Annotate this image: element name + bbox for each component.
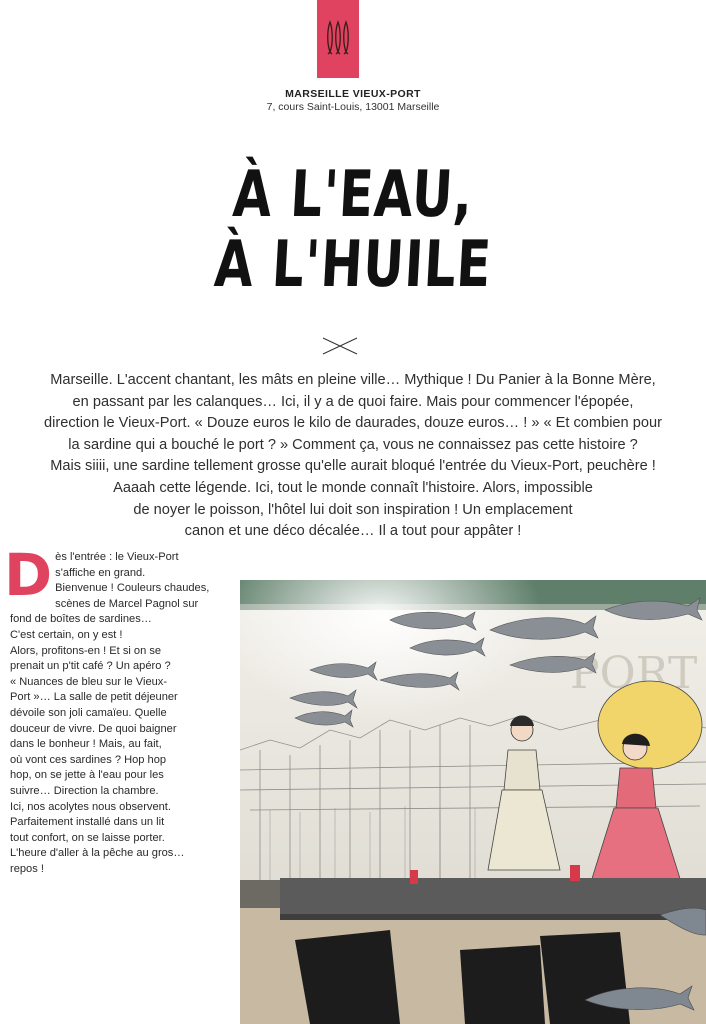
article-title [0, 160, 706, 300]
intro-line: Mais siiii, une sardine tellement grosse qu'elle aurait bloqué l'entrée du Vieux-Port, peuchère ! [50, 458, 656, 475]
sardine-logo-icon [325, 18, 351, 58]
intro-paragraph [24, 370, 682, 543]
venue-name: MARSEILLE VIEUX-PORT [285, 88, 421, 100]
venue-address: 7, cours Saint-Louis, 13001 Marseille [266, 101, 440, 113]
intro-line: en passant par les calanques… Ici, il y a de quoi faire. Mais pour commencer l'épopée, [72, 393, 634, 410]
intro-line: de noyer le poisson, l'hôtel lui doit son inspiration ! Un emplacement [133, 501, 573, 518]
breakfast-room-photo [240, 580, 706, 1024]
intro-line: Aaaah cette légende. Ici, tout le monde connaît l'histoire. Alors, impossible [113, 479, 593, 496]
intro-line: direction le Vieux-Port. « Douze euros le kilo de daurades, douze euros… ! » « Et combien pour [44, 415, 662, 432]
title-line-1: À L'EAU, [230, 158, 476, 232]
cross-ornament-icon [322, 337, 358, 355]
drop-cap: D [4, 541, 53, 609]
intro-line: la sardine qui a bouché le port ? » Comment ça, vous ne connaissez pas cette histoire ? [68, 436, 638, 453]
body-column [4, 541, 232, 877]
venue-info [0, 88, 706, 113]
intro-line: canon et une déco décalée… Il a tout pour appâter ! [184, 523, 522, 540]
intro-line: Marseille. L'accent chantant, les mâts en pleine ville… Mythique ! Du Panier à la Bonne Mère, [50, 372, 656, 388]
body-text: ès l'entrée : le Vieux-Port s'affiche en grand. Bienvenue ! Couleurs chaudes, scènes de Marcel Pagnol sur fond de boîtes de sardines… C'est certain, on y est ! Alors, profitons-en ! Et si on se prenait un p'tit café ? Un apéro ? « Nuances de bleu sur le Vieux- Port »… La salle de petit déjeuner dévoile son joli camaïeu. Quelle douceur de vivre. De quoi baigner dans le bonheur ! Mais, au fait, où vont ces sardines ? Hop hop hop, on se jette à l'eau pour les suivre… Direction la chambre. Ici, nos acolytes nous observent. Parfaitement installé dans un lit tout confort, on se laisse porter. L'heure d'aller à la pêche au gros… repos ! [10, 551, 210, 875]
title-line-2: À L'HUILE [212, 228, 494, 302]
sardine-logo-tab [317, 0, 359, 78]
